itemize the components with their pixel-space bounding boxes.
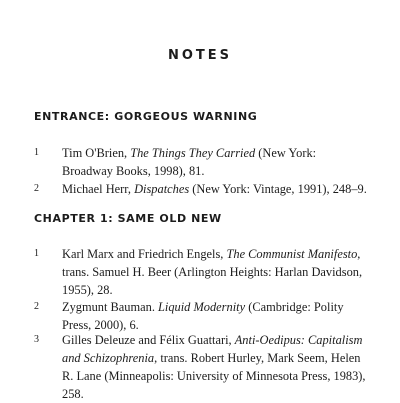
section-heading: ENTRANCE: GORGEOUS WARNING xyxy=(34,110,258,123)
page-title: NOTES xyxy=(167,48,233,63)
note-number: 2 xyxy=(34,301,39,312)
note-number: 2 xyxy=(34,183,39,194)
note-text: Michael Herr, Dispatches (New York: Vintage, 1991), 248–9. xyxy=(62,182,367,196)
note-title: Liquid Modernity xyxy=(158,300,246,314)
note-title: Anti-Oedipus: Capitalism and Schizophrenia xyxy=(62,333,363,365)
note-text: Tim O'Brien, The Things They Carried (New York: Broadway Books, 1998), 81. xyxy=(62,146,317,178)
note-text: Karl Marx and Friedrich Engels, The Communist Manifesto, trans. Samuel H. Beer (Arlington Heights: Harlan Davidson, 1955), 28. xyxy=(62,247,363,297)
note-text: Gilles Deleuze and Félix Guattari, Anti-Oedipus: Capitalism and Schizophrenia, trans. Robert Hurley, Mark Seem, Helen R. Lane (Minneapolis: University of Minnesota Press, 1983), 258. xyxy=(62,333,366,401)
note-text: Zygmunt Bauman. Liquid Modernity (Cambridge: Polity Press, 2000), 6. xyxy=(62,300,344,332)
note-title: The Things They Carried xyxy=(130,146,256,160)
note-title: The Communist Manifesto xyxy=(226,247,358,261)
note-number: 1 xyxy=(34,147,39,158)
note-title: Dispatches xyxy=(134,182,190,196)
note-number: 1 xyxy=(34,248,39,259)
section-heading: CHAPTER 1: SAME OLD NEW xyxy=(34,212,222,225)
note-number: 3 xyxy=(34,334,39,345)
